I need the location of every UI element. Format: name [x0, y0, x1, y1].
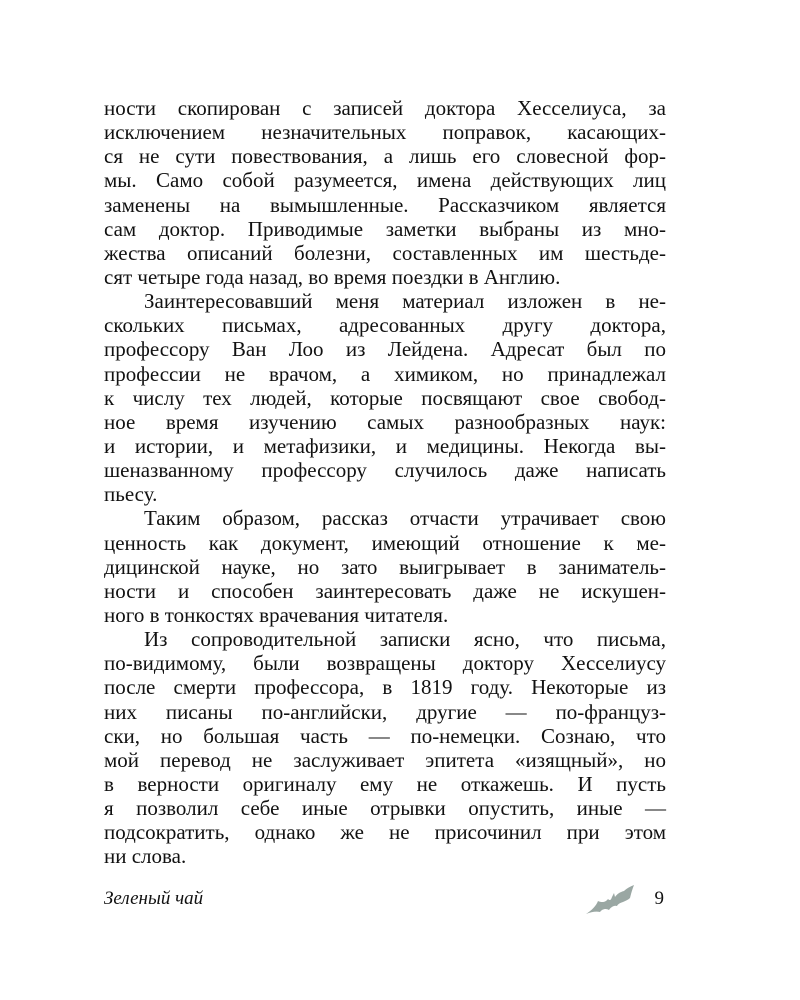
text-line: пьесу.	[104, 482, 158, 507]
text-line: по-видимому, были возвращены доктору Хесселиусу	[104, 651, 666, 676]
text-line: исключением незначительных поправок, касающих-	[104, 120, 666, 145]
page-footer	[104, 884, 666, 918]
text-line: мой перевод не заслуживает эпитета «изящный», но	[104, 747, 666, 772]
text-line: к числу тех людей, которые посвящают свое свобод-	[104, 385, 666, 410]
text-line: шеназванному профессору случилось даже написать	[104, 458, 666, 483]
text-line: ценность как документ, имеющий отношение к ме-	[104, 530, 666, 555]
text-line: заменены на вымышленные. Рассказчиком является	[104, 192, 666, 217]
text-line: сам доктор. Приводимые заметки выбраны из мно-	[104, 216, 666, 241]
text-line: ни слова.	[104, 844, 187, 869]
text-line: Таким образом, рассказ отчасти утрачивает свою	[144, 506, 666, 531]
body-text	[104, 96, 666, 869]
text-line: ности и способен заинтересовать даже не искушен-	[104, 578, 666, 603]
text-line: и истории, и метафизики, и медицины. Некогда вы-	[104, 433, 666, 458]
paragraph	[104, 627, 666, 868]
paragraph	[104, 506, 666, 627]
text-line: профессии не врачом, а химиком, но принадлежал	[104, 361, 666, 386]
text-line: ски, но большая часть — по-немецки. Сознаю, что	[104, 723, 666, 748]
text-line: Заинтересовавший меня материал изложен в не-	[144, 289, 666, 314]
paragraph	[104, 96, 666, 289]
text-line: я позволил себе иные отрывки опустить, иные —	[104, 796, 666, 821]
text-line: Из сопроводительной записки ясно, что письма,	[144, 627, 666, 652]
text-line: мы. Само собой разумеется, имена действующих лиц	[104, 168, 666, 193]
running-title: Зеленый чай	[104, 888, 204, 909]
text-line: скольких письмах, адресованных другу доктора,	[104, 313, 666, 338]
text-line: ности скопирован с записей доктора Хесселиуса, за	[104, 96, 666, 120]
page-number: 9	[654, 888, 664, 909]
text-line: ного в тонкостях врачевания читателя.	[104, 602, 449, 627]
text-line: после смерти профессора, в 1819 году. Некоторые из	[104, 675, 666, 700]
text-line: в верности оригиналу ему не откажешь. И пусть	[104, 771, 666, 796]
text-line: жества описаний болезни, составленных им шестьде-	[104, 240, 666, 265]
text-line: ное время изучению самых разнообразных наук:	[104, 409, 666, 434]
paragraph	[104, 289, 666, 506]
text-line: дицинской науке, но зато выигрывает в заниматель-	[104, 554, 666, 579]
bat-icon	[584, 884, 642, 916]
text-line: ся не сути повествования, а лишь его словесной фор-	[104, 144, 666, 169]
text-line: подсократить, однако же не присочинил при этом	[104, 820, 666, 845]
text-line: них писаны по-английски, другие — по-францyз-	[104, 699, 666, 724]
text-line: сят четыре года назад, во время поездки в Англию.	[104, 264, 561, 289]
text-line: профессору Ван Лоо из Лейдена. Адресат был по	[104, 337, 666, 362]
